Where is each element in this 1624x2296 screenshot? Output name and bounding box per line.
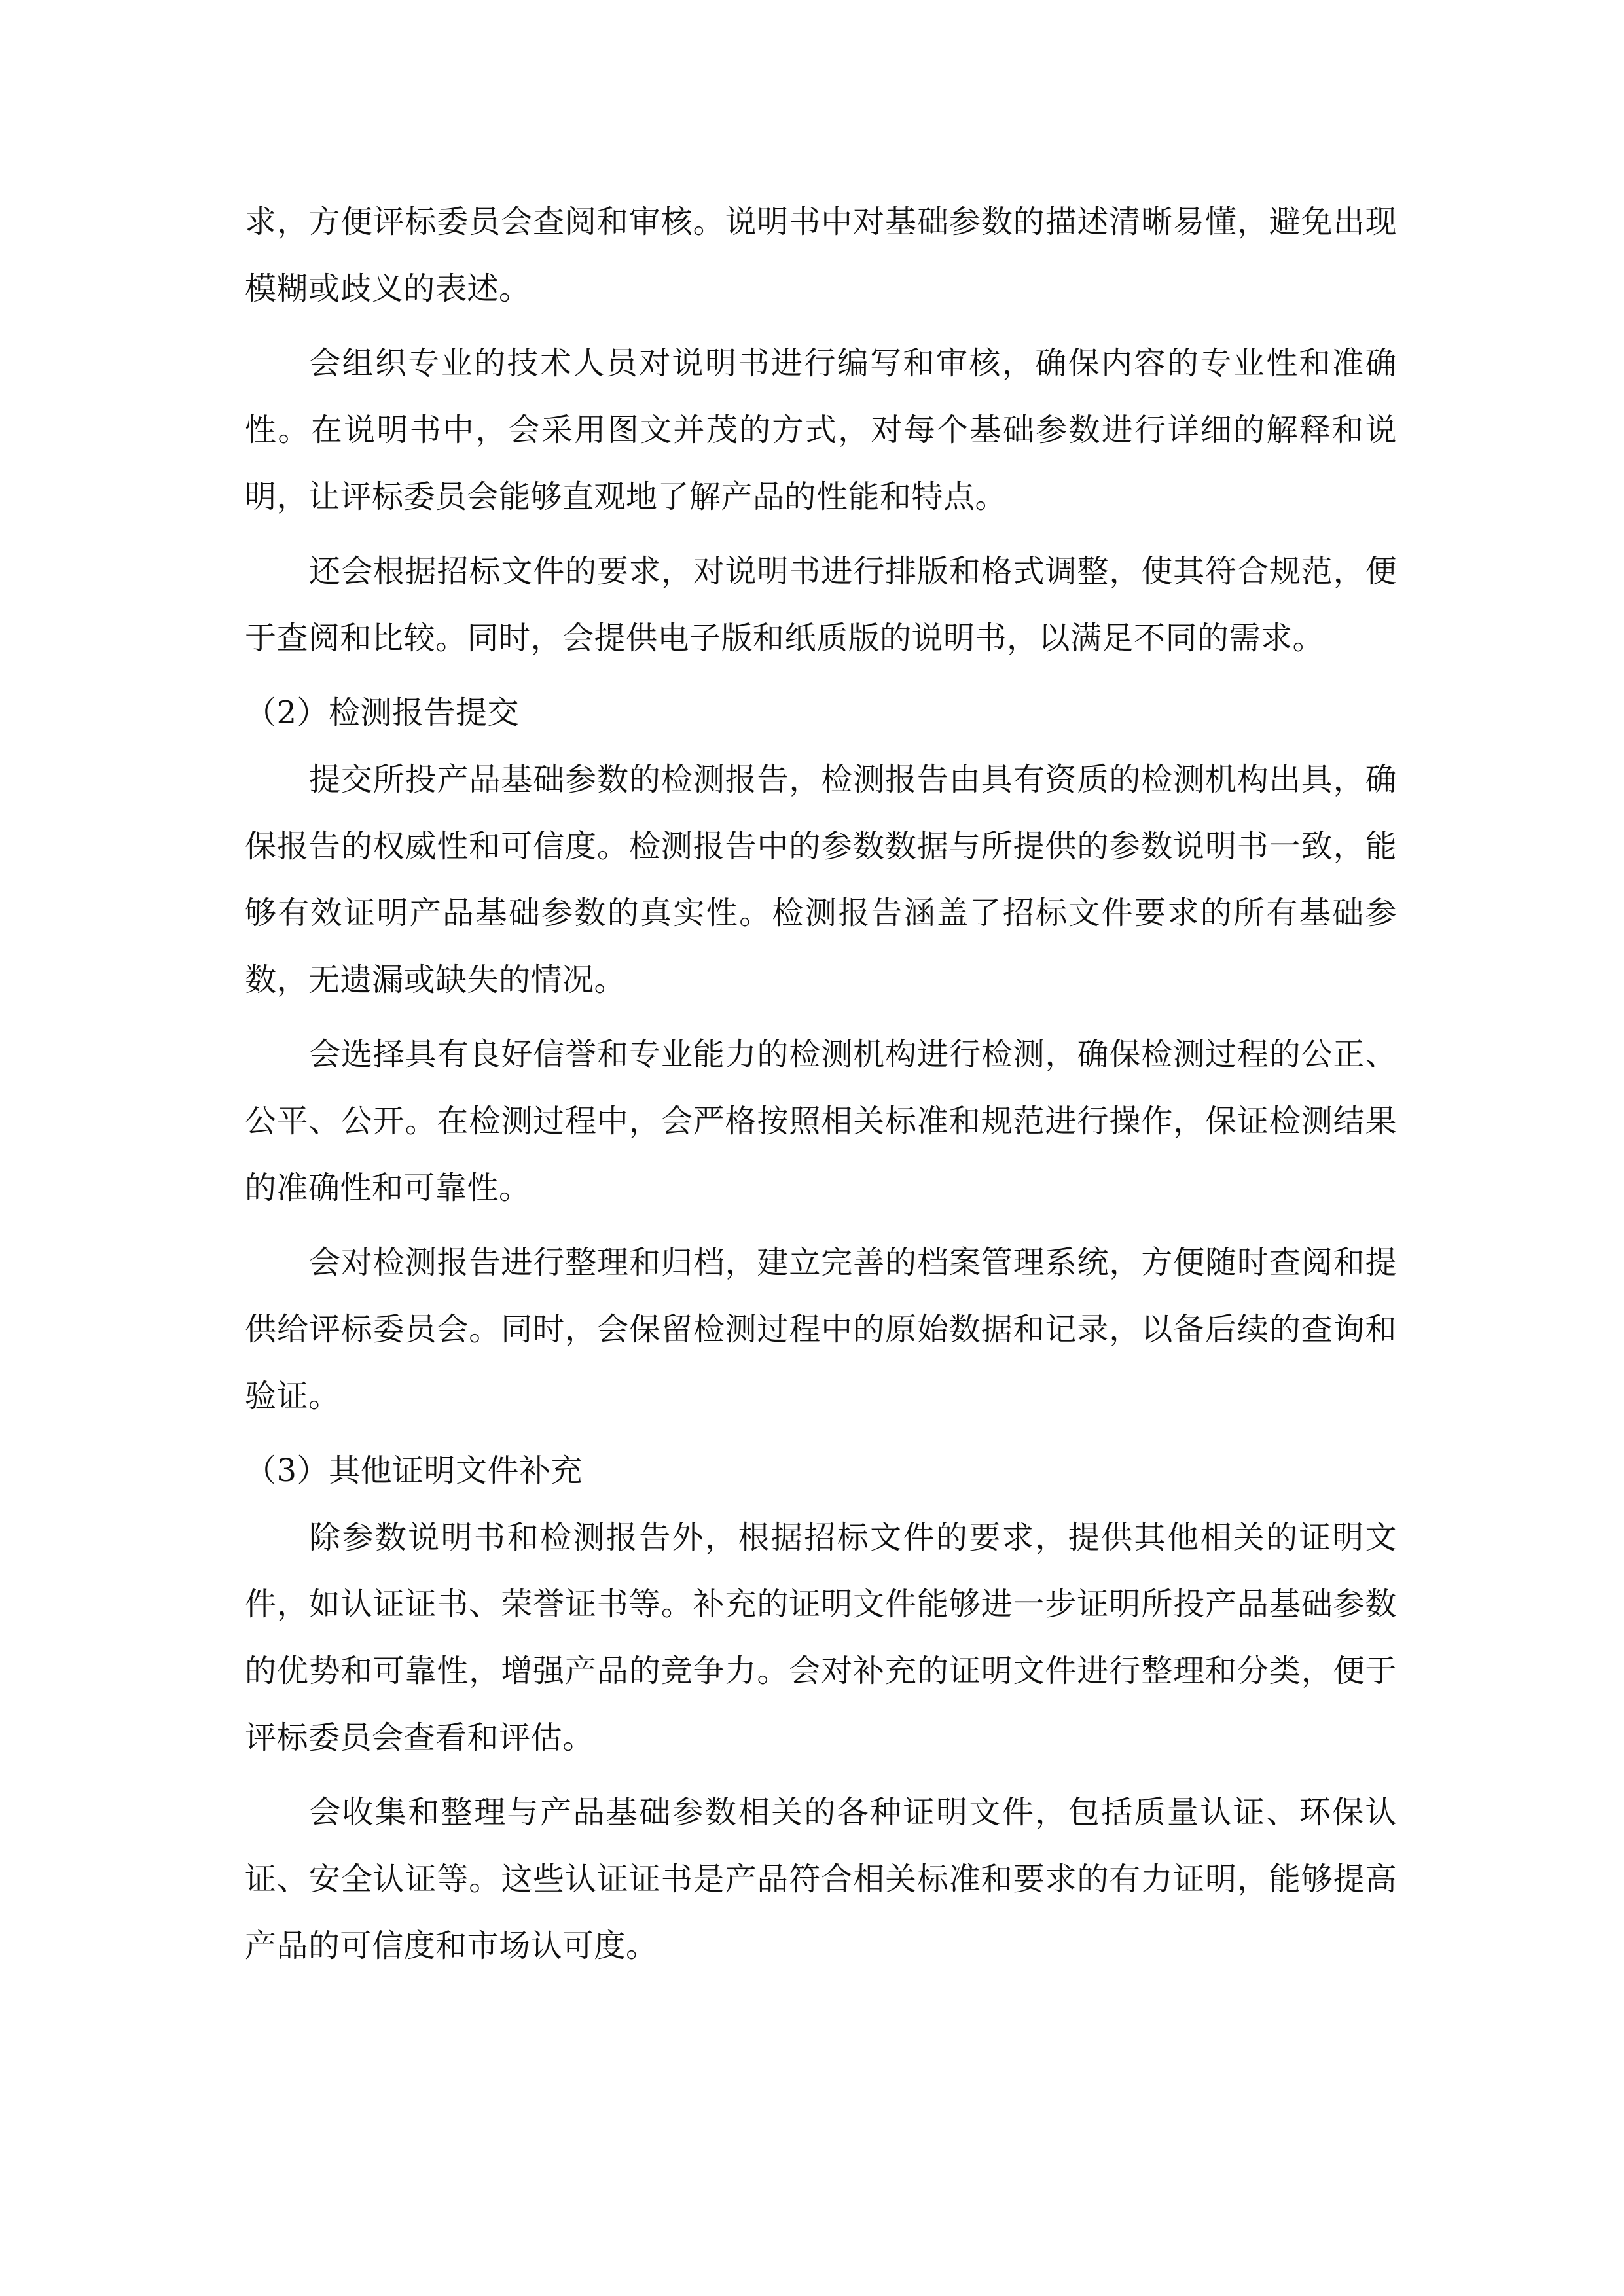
section-heading-test-report: （2）检测报告提交: [245, 694, 520, 731]
paragraph-manual-writing: 会组织专业的技术人员对说明书进行编写和审核，确保内容的专业性和准确性。在说明书中，会采用图文并茂的方式，对每个基础参数进行详细的解释和说明，让评标委员会能够直观地了解产品的性能和特点。: [245, 345, 1397, 515]
paragraph-test-report-submission: 提交所投产品基础参数的检测报告，检测报告由具有资质的检测机构出具，确保报告的权威性和可信度。检测报告中的参数数据与所提供的参数说明书一致，能够有效证明产品基础参数的真实性。检测报告涵盖了招标文件要求的所有基础参数，无遗漏或缺失的情况。: [245, 761, 1397, 998]
document-body: [245, 188, 1397, 1987]
paragraph-manual-formatting: 还会根据招标文件的要求，对说明书进行排版和格式调整，使其符合规范，便于查阅和比较。同时，会提供电子版和纸质版的说明书，以满足不同的需求。: [245, 553, 1397, 656]
paragraph-testing-agency: 会选择具有良好信誉和专业能力的检测机构进行检测，确保检测过程的公正、公平、公开。在检测过程中，会严格按照相关标准和规范进行操作，保证检测结果的准确性和可靠性。: [245, 1036, 1397, 1206]
paragraph-report-archiving: 会对检测报告进行整理和归档，建立完善的档案管理系统，方便随时查阅和提供给评标委员会。同时，会保留检测过程中的原始数据和记录，以备后续的查询和验证。: [245, 1244, 1397, 1414]
section-heading-other-documents: （3）其他证明文件补充: [245, 1452, 583, 1489]
paragraph-supplementary-documents: 除参数说明书和检测报告外，根据招标文件的要求，提供其他相关的证明文件，如认证证书、荣誉证书等。补充的证明文件能够进一步证明所投产品基础参数的优势和可靠性，增强产品的竞争力。会对补充的证明文件进行整理和分类，便于评标委员会查看和评估。: [245, 1519, 1397, 1756]
paragraph-certifications: 会收集和整理与产品基础参数相关的各种证明文件，包括质量认证、环保认证、安全认证等。这些认证证书是产品符合相关标准和要求的有力证明，能够提高产品的可信度和市场认可度。: [245, 1794, 1397, 1964]
paragraph-continuation: 求，方便评标委员会查阅和审核。说明书中对基础参数的描述清晰易懂，避免出现模糊或歧义的表述。: [245, 204, 1397, 307]
